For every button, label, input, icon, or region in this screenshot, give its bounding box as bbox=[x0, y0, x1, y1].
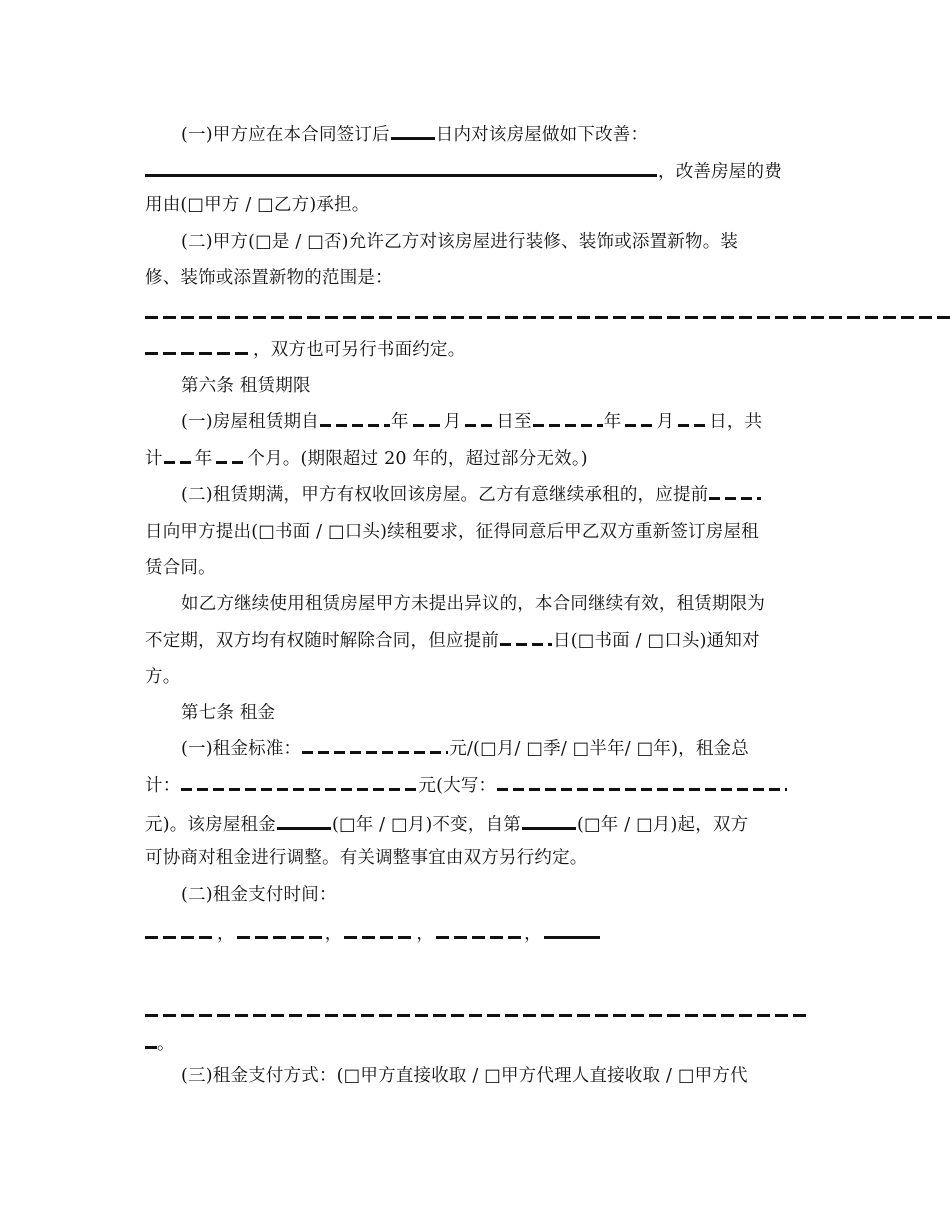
text-segment: 年 bbox=[194, 449, 213, 469]
renewal-contract-line bbox=[145, 556, 216, 580]
rent-adjustment-line bbox=[145, 810, 748, 837]
text-segment: 元(大写： bbox=[418, 776, 497, 796]
start-year-blank[interactable] bbox=[320, 410, 390, 427]
text-segment: 用由(□甲方 / □乙方)承担。 bbox=[145, 195, 370, 215]
rent-negotiation-line bbox=[145, 846, 588, 870]
text-segment: ，双方也可另行书面约定。 bbox=[253, 340, 466, 360]
text-segment: 可协商对租金进行调整。有关调整事宜由双方另行约定。 bbox=[145, 848, 588, 868]
text-segment: 日(□书面 / □口头)通知对 bbox=[553, 631, 760, 651]
renewal-notice-days-blank[interactable] bbox=[709, 483, 761, 500]
text-segment: (□年 / □月)起，双方 bbox=[576, 815, 749, 835]
renewal-request-line bbox=[145, 520, 759, 544]
text-segment: 年 bbox=[603, 412, 622, 432]
section-heading: 第六条 租赁期限 bbox=[181, 376, 311, 396]
total-months-blank[interactable] bbox=[216, 447, 246, 464]
payment-time-extra-blank bbox=[145, 1000, 810, 1024]
text-segment: 赁合同。 bbox=[145, 558, 216, 578]
comma: ， bbox=[217, 924, 235, 944]
text-segment: 方。 bbox=[145, 667, 181, 687]
text-segment: (一)甲方应在本合同签订后 bbox=[181, 125, 390, 145]
text-segment: (二)租赁期满，甲方有权收回该房屋。乙方有意继续承租的，应提前 bbox=[181, 485, 709, 505]
payment-time-blank-7[interactable] bbox=[145, 1039, 157, 1049]
text-segment: 计 bbox=[145, 449, 163, 469]
end-year-blank[interactable] bbox=[533, 410, 603, 427]
text-segment: 。 bbox=[157, 1034, 175, 1054]
text-segment: 日向甲方提出(□书面 / □口头)续租要求，征得同意后甲乙双方重新签订房屋租 bbox=[145, 522, 759, 542]
termination-end-line bbox=[145, 665, 180, 689]
total-years-blank[interactable] bbox=[164, 447, 194, 464]
comma: ， bbox=[324, 924, 343, 944]
text-segment: 日，共 bbox=[709, 412, 763, 432]
payment-time-blanks bbox=[145, 922, 600, 946]
cost-bearer-line bbox=[145, 193, 369, 217]
payment-time-blank-5[interactable] bbox=[544, 926, 600, 939]
rent-adjust-from-blank[interactable] bbox=[522, 810, 576, 830]
payment-time-blank-3[interactable] bbox=[344, 929, 414, 939]
text-segment: ，改善房屋的费 bbox=[658, 162, 782, 182]
rent-amount-blank[interactable] bbox=[302, 737, 448, 754]
blank-field[interactable] bbox=[145, 309, 950, 319]
text-segment: (一)租金标准： bbox=[181, 739, 302, 759]
payment-time-blank-1[interactable] bbox=[145, 929, 215, 939]
text-segment: 如乙方继续使用租赁房屋甲方未提出异议的，本合同继续有效，租赁期限为 bbox=[181, 594, 766, 614]
text-segment: 修、装饰或添置新物的范围是： bbox=[145, 268, 393, 288]
termination-line bbox=[145, 629, 760, 653]
rent-total-uppercase-blank[interactable] bbox=[497, 774, 787, 791]
start-month-blank[interactable] bbox=[413, 410, 443, 427]
rent-standard-line bbox=[181, 737, 749, 761]
lease-total-line bbox=[145, 447, 588, 471]
payment-time-blank-6[interactable] bbox=[145, 1007, 810, 1017]
text-segment: (三)租金支付方式：(□甲方直接收取 / □甲方代理人直接收取 / □甲方代 bbox=[181, 1066, 748, 1086]
text-segment: 个月。(期限超过 20 年的，超过部分无效。) bbox=[247, 449, 588, 469]
renewal-line bbox=[181, 483, 762, 507]
text-segment: 元/(□月/ □季/ □半年/ □年)，租金总 bbox=[449, 739, 749, 759]
rent-fixed-period-blank[interactable] bbox=[277, 810, 331, 830]
renovation-permission-line bbox=[181, 230, 738, 254]
text-segment: (一)房屋租赁期自 bbox=[181, 412, 319, 432]
text-segment: 月 bbox=[656, 412, 675, 432]
renovation-scope-end-line bbox=[145, 338, 465, 362]
text-segment: (二)甲方(□是 / □否)允许乙方对该房屋进行装修、装饰或添置新物。装 bbox=[181, 232, 739, 252]
end-month-blank[interactable] bbox=[625, 410, 655, 427]
article7-title bbox=[181, 701, 275, 725]
comma: ， bbox=[524, 924, 542, 944]
article6-title bbox=[181, 374, 311, 398]
text-segment: 年 bbox=[390, 412, 409, 432]
payment-time-line bbox=[181, 883, 337, 907]
blank-field[interactable] bbox=[145, 157, 657, 177]
payment-method-line bbox=[181, 1064, 748, 1088]
section-heading: 第七条 租金 bbox=[181, 703, 276, 723]
payment-time-blank-4[interactable] bbox=[436, 929, 522, 939]
comma: ， bbox=[416, 924, 435, 944]
payment-time-blank-2[interactable] bbox=[237, 929, 323, 939]
text-segment: 日内对该房屋做如下改善： bbox=[435, 125, 649, 145]
blank-field[interactable] bbox=[391, 120, 435, 140]
renovation-scope-line bbox=[145, 266, 393, 290]
rent-total-blank[interactable] bbox=[181, 774, 417, 791]
text-segment: 不定期，双方均有权随时解除合同，但应提前 bbox=[145, 631, 499, 651]
continued-use-line bbox=[181, 592, 765, 616]
end-day-blank[interactable] bbox=[678, 410, 708, 427]
clause-improvement-line bbox=[181, 120, 648, 147]
blank-field[interactable] bbox=[145, 345, 253, 355]
renovation-scope-blank bbox=[145, 302, 950, 326]
improvement-detail-line bbox=[145, 157, 782, 184]
text-segment: 计： bbox=[145, 776, 181, 796]
lease-term-line bbox=[181, 410, 762, 434]
text-segment: 月 bbox=[443, 412, 462, 432]
text-segment: 元)。该房屋租金 bbox=[145, 815, 276, 835]
text-segment: (二)租金支付时间： bbox=[181, 885, 337, 905]
start-day-blank[interactable] bbox=[465, 410, 495, 427]
text-segment: 日至 bbox=[496, 412, 532, 432]
payment-time-end-line bbox=[145, 1032, 175, 1056]
text-segment: (□年 / □月)不变，自第 bbox=[331, 815, 521, 835]
rent-total-line bbox=[145, 774, 788, 798]
termination-days-blank[interactable] bbox=[500, 629, 552, 646]
